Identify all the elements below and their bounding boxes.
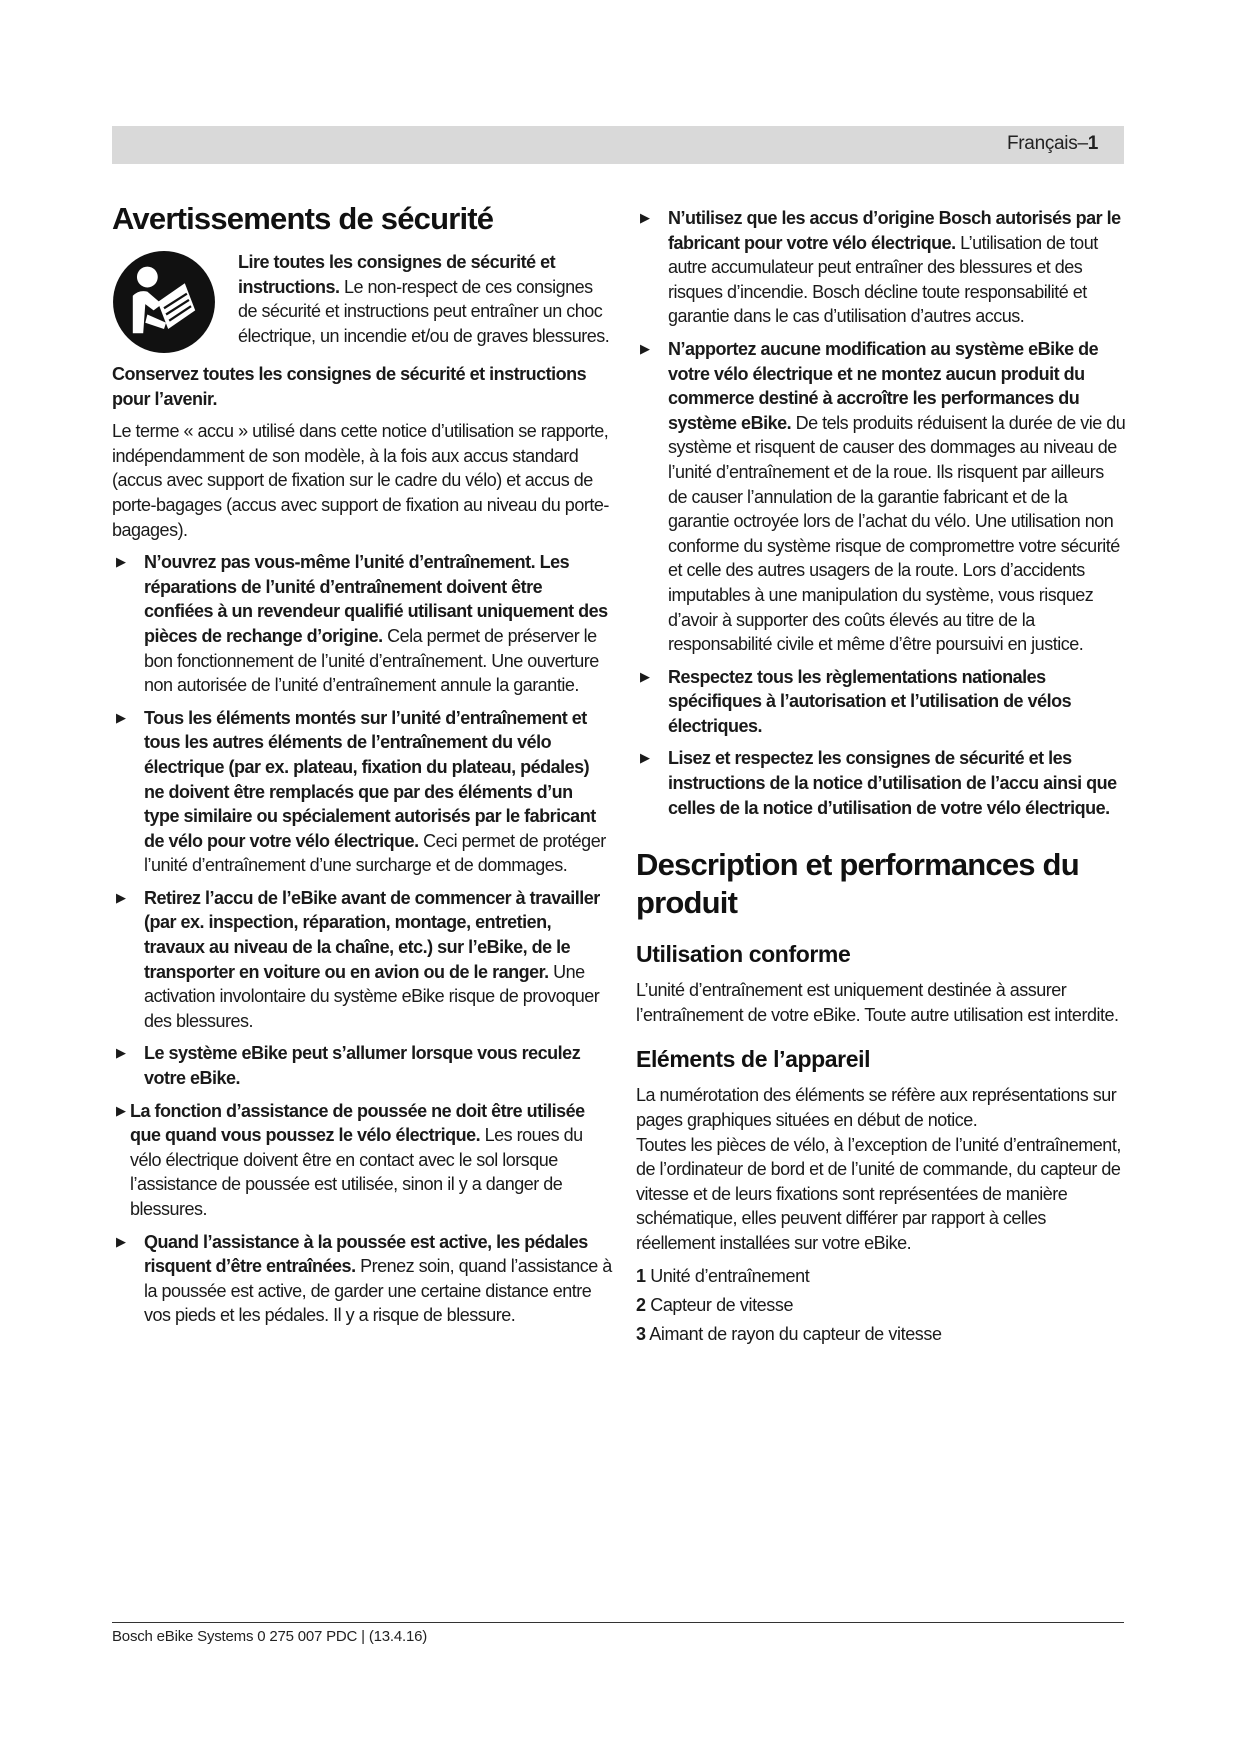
bullet-arrow-icon: ▶: [116, 554, 126, 570]
right-column: [636, 206, 1126, 1349]
safety-bullet: [112, 1099, 612, 1222]
safety-bullet: [112, 706, 612, 878]
safety-bullet: [112, 550, 612, 698]
safety-bullet: [112, 1041, 612, 1090]
section-title-safety: Avertissements de sécurité: [112, 201, 494, 236]
elements-text-1: La numérotation des éléments se réfère aux représentations sur pages graphiques situées en début de notice.: [636, 1085, 1117, 1131]
bullet-bold: Respectez tous les règlementations nationales spécifiques à l’autorisation et l’utilisation de vélos électriques.: [668, 666, 1072, 736]
bullet-bold: Tous les éléments montés sur l’unité d’entraînement et tous les autres éléments de l’entraînement du vélo électrique (par ex. plateau, fixation du plateau, pédales) ne doivent être remplacés que par des éléments d’un type similaire ou spécialement autorisés par le fabricant de vélo pour votre vélo électrique.: [144, 707, 596, 851]
legend-label: Unité d’entraînement: [645, 1265, 810, 1286]
safety-bullet: [636, 665, 1126, 739]
bullet-bold: Le système eBike peut s’allumer lorsque vous reculez votre eBike.: [144, 1043, 581, 1089]
legend-item: [636, 1291, 1126, 1320]
bullet-arrow-icon: ▶: [116, 889, 126, 905]
safety-bullet: [636, 206, 1126, 329]
intro-bold: Lire toutes les consignes de sécurité et instructions.: [238, 252, 556, 297]
legend-label: Aimant de rayon du capteur de vitesse: [645, 1323, 942, 1344]
bullet-arrow-icon: ▶: [640, 340, 650, 356]
keep-instructions-text: Conservez toutes les consignes de sécurité et instructions pour l’avenir.: [112, 364, 587, 409]
legend-number: 2: [636, 1294, 646, 1315]
footer-divider: [112, 1622, 1124, 1623]
bullet-text: Les roues du vélo électrique doivent être en contact avec le sol lorsque l’assistance de poussée est utilisée, sinon il y a danger de blessures.: [130, 1125, 583, 1219]
page-header: [112, 126, 1124, 164]
bullet-bold: Retirez l’accu de l’eBike avant de commencer à travailler (par ex. inspection, réparation, montage, entretien, travaux au niveau de la chaîne, etc.) sur l’eBike, de le transporter en voiture ou en avion ou de le ranger.: [144, 887, 600, 982]
left-column: [112, 200, 612, 1328]
subsection-title-elements: Eléments de l’appareil: [636, 1046, 871, 1073]
legend-item: [636, 1262, 1126, 1291]
bullet-text: Ceci permet de protéger l’unité d’entraînement d’une surcharge et de dommages.: [144, 830, 606, 876]
bullet-bold: Quand l’assistance à la poussée est active, les pédales risquent d’être entraînées.: [144, 1231, 588, 1277]
bullet-bold: N’ouvrez pas vous-même l’unité d’entraînement. Les réparations de l’unité d’entraînement doivent être confiées à un revendeur qualifié utilisant uniquement des pièces de rechange d’origine.: [144, 552, 608, 646]
bullet-bold: N’apportez aucune modification au système eBike de votre vélo électrique et ne montez aucun produit du commerce destiné à accroître les performances du système eBike.: [668, 338, 1099, 433]
bullet-bold: N’utilisez que les accus d’origine Bosch autorisés par le fabricant pour votre vélo électrique.: [668, 208, 1121, 253]
legend-number: 3: [636, 1323, 646, 1344]
accu-definition-text: Le terme « accu » utilisé dans cette notice d’utilisation se rapporte, indépendamment de son modèle, à la fois aux accus standard (accus avec support de fixation sur le cadre du vélo) et accus de porte-bagages (accus avec support de fixation au niveau du porte-bagages).: [112, 421, 609, 540]
read-manual-paragraph: [238, 250, 612, 348]
bullet-text: Une activation involontaire du système eBike risque de provoquer des blessures.: [144, 961, 600, 1031]
safety-bullet: [636, 746, 1126, 820]
page-header-label: [1007, 133, 1098, 155]
intro-text: Le non-respect de ces consignes de sécurité et instructions peut entraîner un choc électrique, un incendie et/ou de graves blessures.: [238, 276, 610, 346]
header-language: Français: [1006, 133, 1078, 154]
elements-text-2: Toutes les pièces de vélo, à l’exception de l’unité d’entraînement, de l’ordinateur de bord et de l’unité de commande, du capteur de vitesse et de leurs fixations sont représentées de manière schématique, elles peuvent différer par rapport à celles réellement installées sur votre eBike.: [636, 1134, 1121, 1253]
bullet-text: Prenez soin, quand l’assistance à la poussée est active, de garder une certaine distance entre vos pieds et les pédales. Il y a risque de blessure.: [144, 1256, 612, 1326]
footer-text: Bosch eBike Systems 0 275 007 PDC | (13.4.16): [112, 1628, 428, 1645]
safety-bullet: [112, 1230, 612, 1328]
bullet-arrow-icon: ▶: [116, 1102, 126, 1118]
bullet-arrow-icon: ▶: [116, 1233, 126, 1249]
bullet-arrow-icon: ▶: [640, 210, 650, 225]
read-manual-icon: [112, 250, 216, 354]
bullet-arrow-icon: ▶: [116, 709, 126, 725]
subsection-title-usage: Utilisation conforme: [636, 941, 851, 968]
usage-text: L’unité d’entraînement est uniquement destinée à assurer l’entraînement de votre eBike. Toute autre utilisation est interdite.: [636, 980, 1119, 1025]
legend-label: Capteur de vitesse: [645, 1294, 794, 1315]
legend-item: [636, 1320, 1126, 1349]
header-separator: –: [1077, 133, 1088, 154]
page-number: 1: [1087, 133, 1098, 154]
bullet-bold: Lisez et respectez les consignes de sécurité et les instructions de la notice d’utilisation de l’accu ainsi que celles de la notice d’utilisation de votre vélo électrique.: [668, 748, 1117, 818]
safety-bullet: [636, 337, 1126, 657]
bullet-text: L’utilisation de tout autre accumulateur peut entraîner des blessures et des risques d’incendie. Bosch décline toute responsabilité et garantie dans le cas d’utilisation d’autres accus.: [668, 232, 1098, 327]
bullet-bold: La fonction d’assistance de poussée ne doit être utilisée que quand vous poussez le vélo électrique.: [130, 1100, 585, 1146]
bullet-arrow-icon: ▶: [116, 1045, 126, 1061]
bullet-arrow-icon: ▶: [640, 668, 650, 684]
bullet-text: Cela permet de préserver le bon fonctionnement de l’unité d’entraînement. Une ouverture non autorisée de l’unité d’entraînement annule la garantie.: [144, 625, 599, 696]
read-manual-warning: [112, 250, 612, 354]
section-title-description: Description et performances du produit: [636, 847, 1079, 921]
legend-number: 1: [636, 1265, 646, 1286]
safety-bullet: [112, 886, 612, 1034]
bullet-arrow-icon: ▶: [640, 750, 650, 766]
bullet-text: De tels produits réduisent la durée de vie du système et risquent de causer des dommages au niveau de l’unité d’entraînement et de la roue. Ils risquent par ailleurs de causer l’annulation de la garantie fabricant et de la garantie octroyée lors de l’achat du vélo. Une utilisation non conforme du système risque de compromettre votre sécurité et celle des autres usagers de la route. Lors d’accidents imputables à une manipulation du système, vous risquez d’avoir à supporter des coûts élevés au titre de la responsabilité civile et même d’être poursuivi en justice.: [668, 412, 1126, 655]
